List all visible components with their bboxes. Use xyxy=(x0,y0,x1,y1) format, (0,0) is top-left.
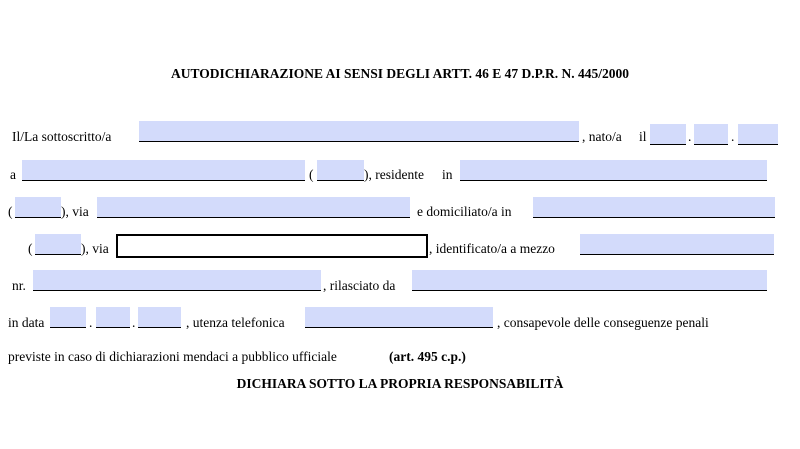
issue-dot-1: . xyxy=(89,315,93,330)
label-via-4: ), via xyxy=(81,241,109,256)
issued-by-field[interactable] xyxy=(412,270,767,291)
label-nr: nr. xyxy=(12,278,26,293)
issue-year-field[interactable] xyxy=(138,307,181,328)
label-domiciliato: e domiciliato/a in xyxy=(417,204,512,219)
birth-province-field[interactable] xyxy=(317,160,364,181)
residence-province-field[interactable] xyxy=(15,197,61,218)
label-utenza: , utenza telefonica xyxy=(186,315,285,330)
birth-month-field[interactable] xyxy=(694,124,728,145)
domicile-province-field[interactable] xyxy=(35,234,81,255)
birth-dot-2: . xyxy=(731,129,735,144)
declaration-heading: DICHIARA SOTTO LA PROPRIA RESPONSABILITÀ xyxy=(236,376,564,391)
issue-day-field[interactable] xyxy=(50,307,86,328)
document-number-field[interactable] xyxy=(33,270,321,291)
document-title: AUTODICHIARAZIONE AI SENSI DEGLI ARTT. 46 E 47 D.P.R. N. 445/2000 xyxy=(171,66,629,81)
text-art-495: (art. 495 c.p.) xyxy=(389,349,466,364)
name-field[interactable] xyxy=(139,121,579,142)
paren-open-2: ( xyxy=(309,167,314,182)
label-identificato: , identificato/a a mezzo xyxy=(429,241,555,256)
birth-dot-1: . xyxy=(688,129,692,144)
issue-dot-2: . xyxy=(132,315,136,330)
label-sottoscritto: Il/La sottoscritto/a xyxy=(12,129,112,144)
text-previste: previste in caso di dichiarazioni mendaci a pubblico ufficiale xyxy=(8,349,337,364)
paren-open-4: ( xyxy=(28,241,33,256)
label-il: il xyxy=(639,129,647,144)
paren-open-3: ( xyxy=(8,204,13,219)
label-a: a xyxy=(10,167,16,182)
phone-field[interactable] xyxy=(305,307,493,328)
label-rilasciato: , rilasciato da xyxy=(323,278,396,293)
label-nato: , nato/a xyxy=(582,129,622,144)
residence-city-field[interactable] xyxy=(460,160,767,181)
id-document-field[interactable] xyxy=(580,234,774,255)
label-residente: ), residente xyxy=(364,167,424,182)
label-in-2: in xyxy=(442,167,453,182)
domicile-street-field[interactable] xyxy=(116,234,428,258)
label-in-data: in data xyxy=(8,315,45,330)
residence-street-field[interactable] xyxy=(97,197,410,218)
birth-year-field[interactable] xyxy=(738,124,778,145)
domicile-city-field[interactable] xyxy=(533,197,775,218)
birth-place-field[interactable] xyxy=(22,160,305,181)
birth-day-field[interactable] xyxy=(650,124,686,145)
label-consapevole: , consapevole delle conseguenze penali xyxy=(497,315,709,330)
label-via-3: ), via xyxy=(61,204,89,219)
issue-month-field[interactable] xyxy=(96,307,130,328)
